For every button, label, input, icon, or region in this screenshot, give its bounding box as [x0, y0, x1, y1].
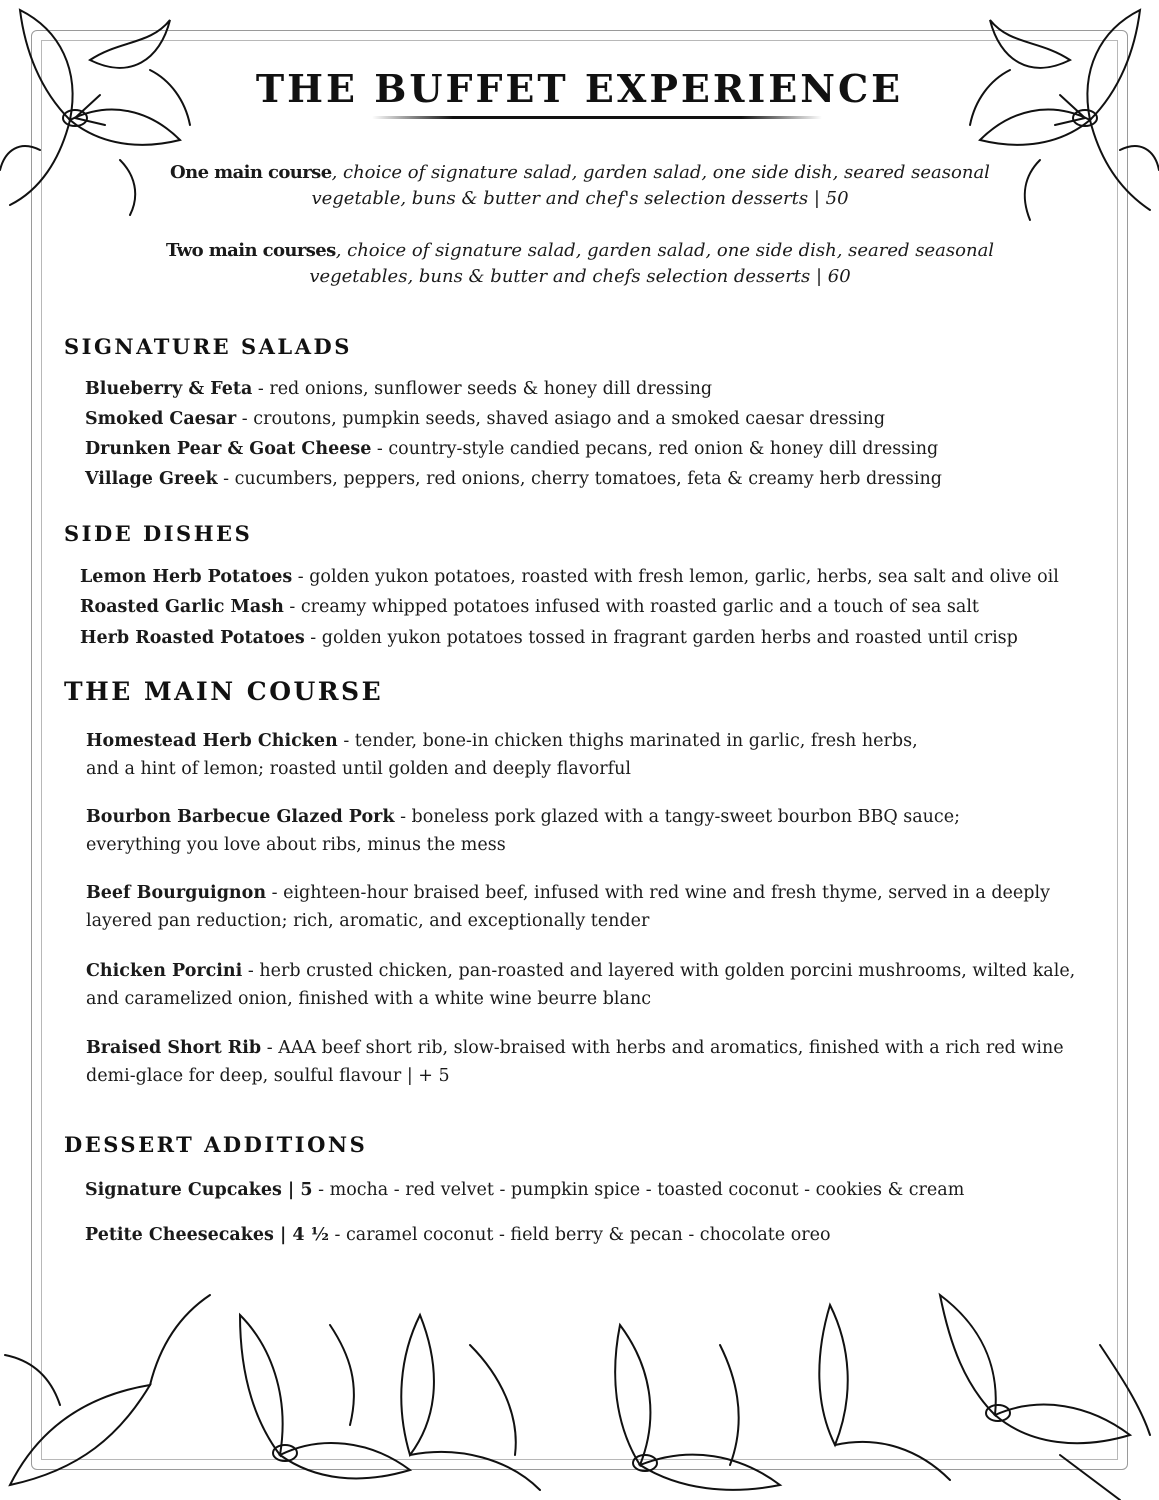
menu-item	[85, 435, 938, 463]
menu-item	[85, 375, 712, 403]
item-description-cont: and a hint of lemon; roasted until golden and deeply flavorful	[86, 759, 631, 779]
item-name: Braised Short Rib	[86, 1038, 262, 1058]
package-one-main	[150, 160, 1010, 212]
item-description: - tender, bone-in chicken thighs marinated in garlic, fresh herbs,	[337, 731, 918, 751]
section-heading-main-course: THE MAIN COURSE	[64, 677, 384, 706]
menu-item	[86, 957, 1096, 1013]
item-description: - croutons, pumpkin seeds, shaved asiago and a smoked caesar dressing	[236, 409, 886, 429]
item-description-cont: everything you love about ribs, minus the mess	[86, 835, 506, 855]
item-name: Herb Roasted Potatoes	[80, 628, 305, 648]
page-title: THE BUFFET EXPERIENCE	[255, 66, 904, 111]
item-description: - golden yukon potatoes tossed in fragrant garden herbs and roasted until crisp	[304, 628, 1018, 648]
package-two-mains	[150, 238, 1010, 290]
item-name: Lemon Herb Potatoes	[80, 567, 293, 587]
item-name: Village Greek	[85, 469, 218, 489]
item-description: - golden yukon potatoes, roasted with fresh lemon, garlic, herbs, sea salt and olive oil	[292, 567, 1059, 587]
item-name: Smoked Caesar	[85, 409, 237, 429]
item-description-cont: layered pan reduction; rich, aromatic, and exceptionally tender	[86, 911, 650, 931]
menu-item	[85, 465, 942, 493]
item-description: - country-style candied pecans, red onion & honey dill dressing	[371, 439, 939, 459]
item-description: - creamy whipped potatoes infused with roasted garlic and a touch of sea salt	[283, 597, 979, 617]
item-description-cont: and caramelized onion, finished with a white wine beurre blanc	[86, 989, 652, 1009]
item-name: Signature Cupcakes | 5	[85, 1180, 313, 1200]
item-description: - caramel coconut - field berry & pecan - chocolate oreo	[328, 1225, 831, 1245]
package-name: One main course	[170, 162, 332, 183]
item-name: Beef Bourguignon	[86, 883, 267, 903]
item-description: - eighteen-hour braised beef, infused with red wine and fresh thyme, served in a deeply	[266, 883, 1050, 903]
item-name: Drunken Pear & Goat Cheese	[85, 439, 372, 459]
menu-item	[86, 1034, 1096, 1090]
item-description: - herb crusted chicken, pan-roasted and layered with golden porcini mushrooms, wilted kale,	[242, 961, 1076, 981]
package-name: Two main courses	[165, 240, 336, 261]
menu-item	[85, 405, 885, 433]
menu-item	[86, 879, 1096, 935]
item-description-cont: demi-glace for deep, soulful flavour | + 5	[86, 1066, 450, 1086]
section-heading-signature-salads: SIGNATURE SALADS	[64, 334, 352, 359]
menu-item	[80, 593, 979, 621]
menu-item	[85, 1176, 964, 1204]
item-description: - mocha - red velvet - pumpkin spice - toasted coconut - cookies & cream	[312, 1180, 965, 1200]
package-description: , choice of signature salad, garden salad, one side dish, seared seasonal vegetables, buns & butter and chefs selection desserts | 60	[309, 240, 995, 287]
item-name: Petite Cheesecakes | 4 ½	[85, 1225, 329, 1245]
section-heading-dessert-additions: DESSERT ADDITIONS	[64, 1132, 368, 1157]
package-description: , choice of signature salad, garden salad, one side dish, seared seasonal vegetable, buns & butter and chef's selection desserts | 50	[311, 162, 990, 209]
item-name: Chicken Porcini	[86, 961, 243, 981]
item-name: Blueberry & Feta	[85, 379, 253, 399]
menu-item	[80, 624, 1018, 652]
item-name: Roasted Garlic Mash	[80, 597, 284, 617]
item-description: - boneless pork glazed with a tangy-sweet bourbon BBQ sauce;	[394, 807, 960, 827]
title-underline	[372, 116, 822, 119]
item-description: - cucumbers, peppers, red onions, cherry tomatoes, feta & creamy herb dressing	[217, 469, 942, 489]
item-name: Homestead Herb Chicken	[86, 731, 338, 751]
menu-item	[80, 563, 1059, 591]
floral-border-bottom	[0, 1285, 1159, 1500]
menu-item	[85, 1221, 831, 1249]
item-description: - red onions, sunflower seeds & honey dill dressing	[252, 379, 713, 399]
menu-item	[86, 727, 1096, 783]
item-description: - AAA beef short rib, slow-braised with herbs and aromatics, finished with a rich red wine	[261, 1038, 1064, 1058]
item-name: Bourbon Barbecue Glazed Pork	[86, 807, 395, 827]
menu-item	[86, 803, 1096, 859]
section-heading-side-dishes: SIDE DISHES	[64, 521, 253, 546]
